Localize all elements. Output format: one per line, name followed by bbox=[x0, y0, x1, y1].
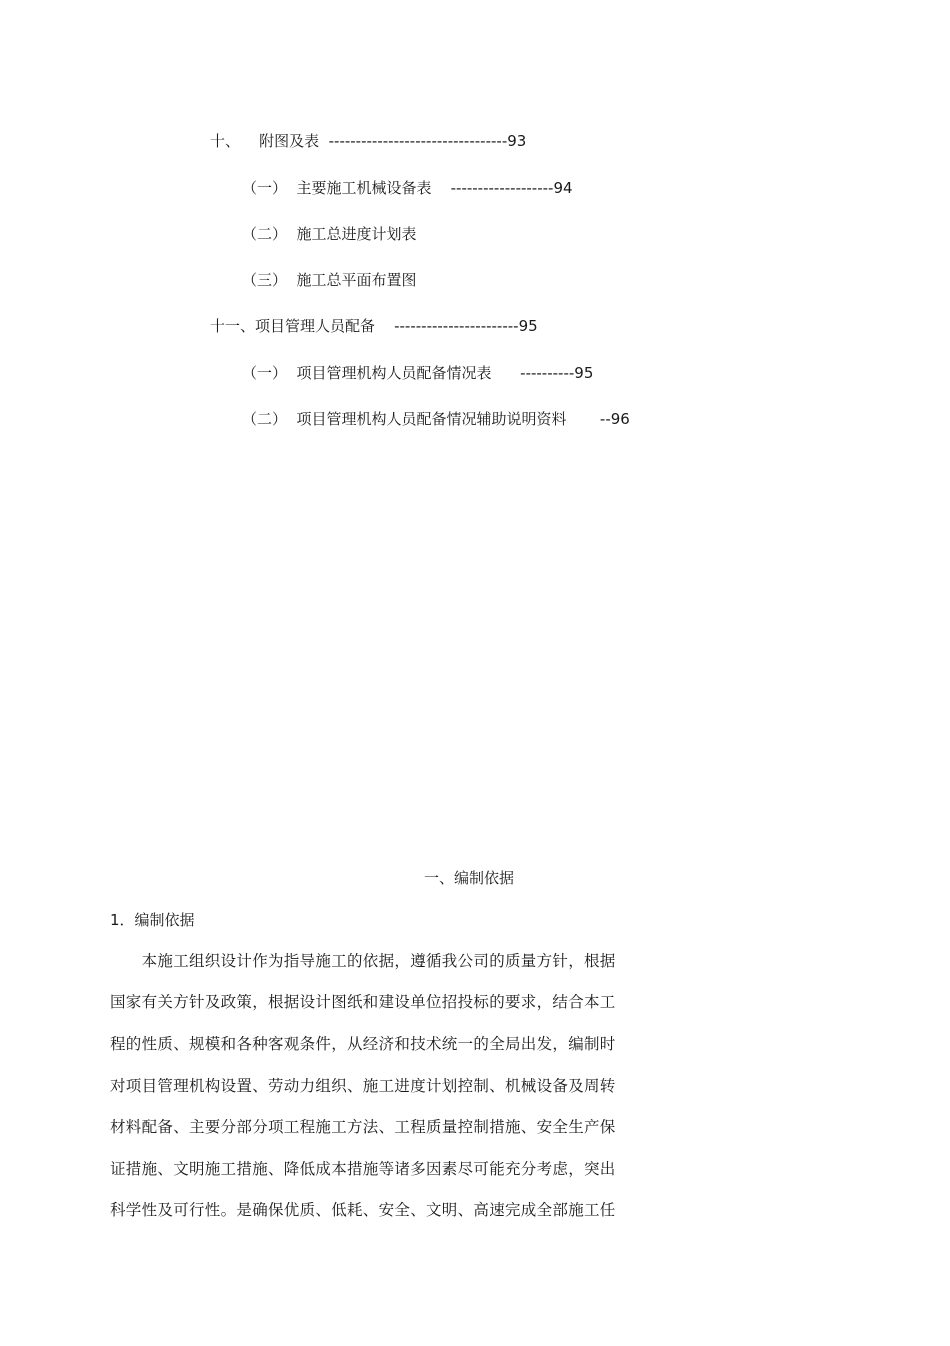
paragraph-line: 对项目管理机构设置、劳动力组织、施工进度计划控制、机械设备及周转 bbox=[110, 1077, 616, 1095]
toc-item-label: （二） 项目管理机构人员配备情况辅助说明资料 bbox=[242, 410, 567, 428]
toc-item-leader: -------------------94 bbox=[431, 179, 573, 197]
toc-item-11 bbox=[210, 316, 538, 336]
toc-item-leader: ---------------------------------93 bbox=[319, 132, 527, 150]
toc-item-label: （一） 主要施工机械设备表 bbox=[242, 179, 432, 197]
toc-item-label: （二） 施工总进度计划表 bbox=[242, 225, 417, 243]
toc-item-10-1 bbox=[242, 178, 573, 198]
section-title: 一、编制依据 bbox=[424, 869, 515, 887]
paragraph-line: 材料配备、主要分部分项工程施工方法、工程质量控制措施、安全生产保 bbox=[110, 1118, 616, 1136]
paragraph-line: 证措施、文明施工措施、降低成本措施等诸多因素尽可能充分考虑，突出 bbox=[110, 1160, 616, 1178]
toc-item-11-2 bbox=[242, 409, 630, 429]
paragraph-line: 本施工组织设计作为指导施工的依据，遵循我公司的质量方针，根据 bbox=[110, 952, 616, 970]
toc-item-leader: --96 bbox=[566, 410, 630, 428]
toc-item-label: 十、 附图及表 bbox=[210, 132, 320, 150]
toc-item-leader: ----------95 bbox=[491, 364, 594, 382]
paragraph-line: 科学性及可行性。是确保优质、低耗、安全、文明、高速完成全部施工任 bbox=[110, 1201, 616, 1219]
paragraph-line: 国家有关方针及政策，根据设计图纸和建设单位招投标的要求，结合本工 bbox=[110, 993, 616, 1011]
toc-item-label: 十一、项目管理人员配备 bbox=[210, 317, 376, 335]
toc-item-11-1 bbox=[242, 363, 593, 383]
toc-item-10-3 bbox=[242, 270, 417, 290]
section-subtitle: 1．编制依据 bbox=[110, 911, 195, 929]
toc-item-10-2 bbox=[242, 224, 417, 244]
toc-item-label: （一） 项目管理机构人员配备情况表 bbox=[242, 364, 492, 382]
toc-item-10 bbox=[210, 131, 526, 151]
toc-item-leader: -----------------------95 bbox=[375, 317, 538, 335]
toc-item-label: （三） 施工总平面布置图 bbox=[242, 271, 417, 289]
paragraph-line: 程的性质、规模和各种客观条件，从经济和技术统一的全局出发，编制时 bbox=[110, 1035, 616, 1053]
